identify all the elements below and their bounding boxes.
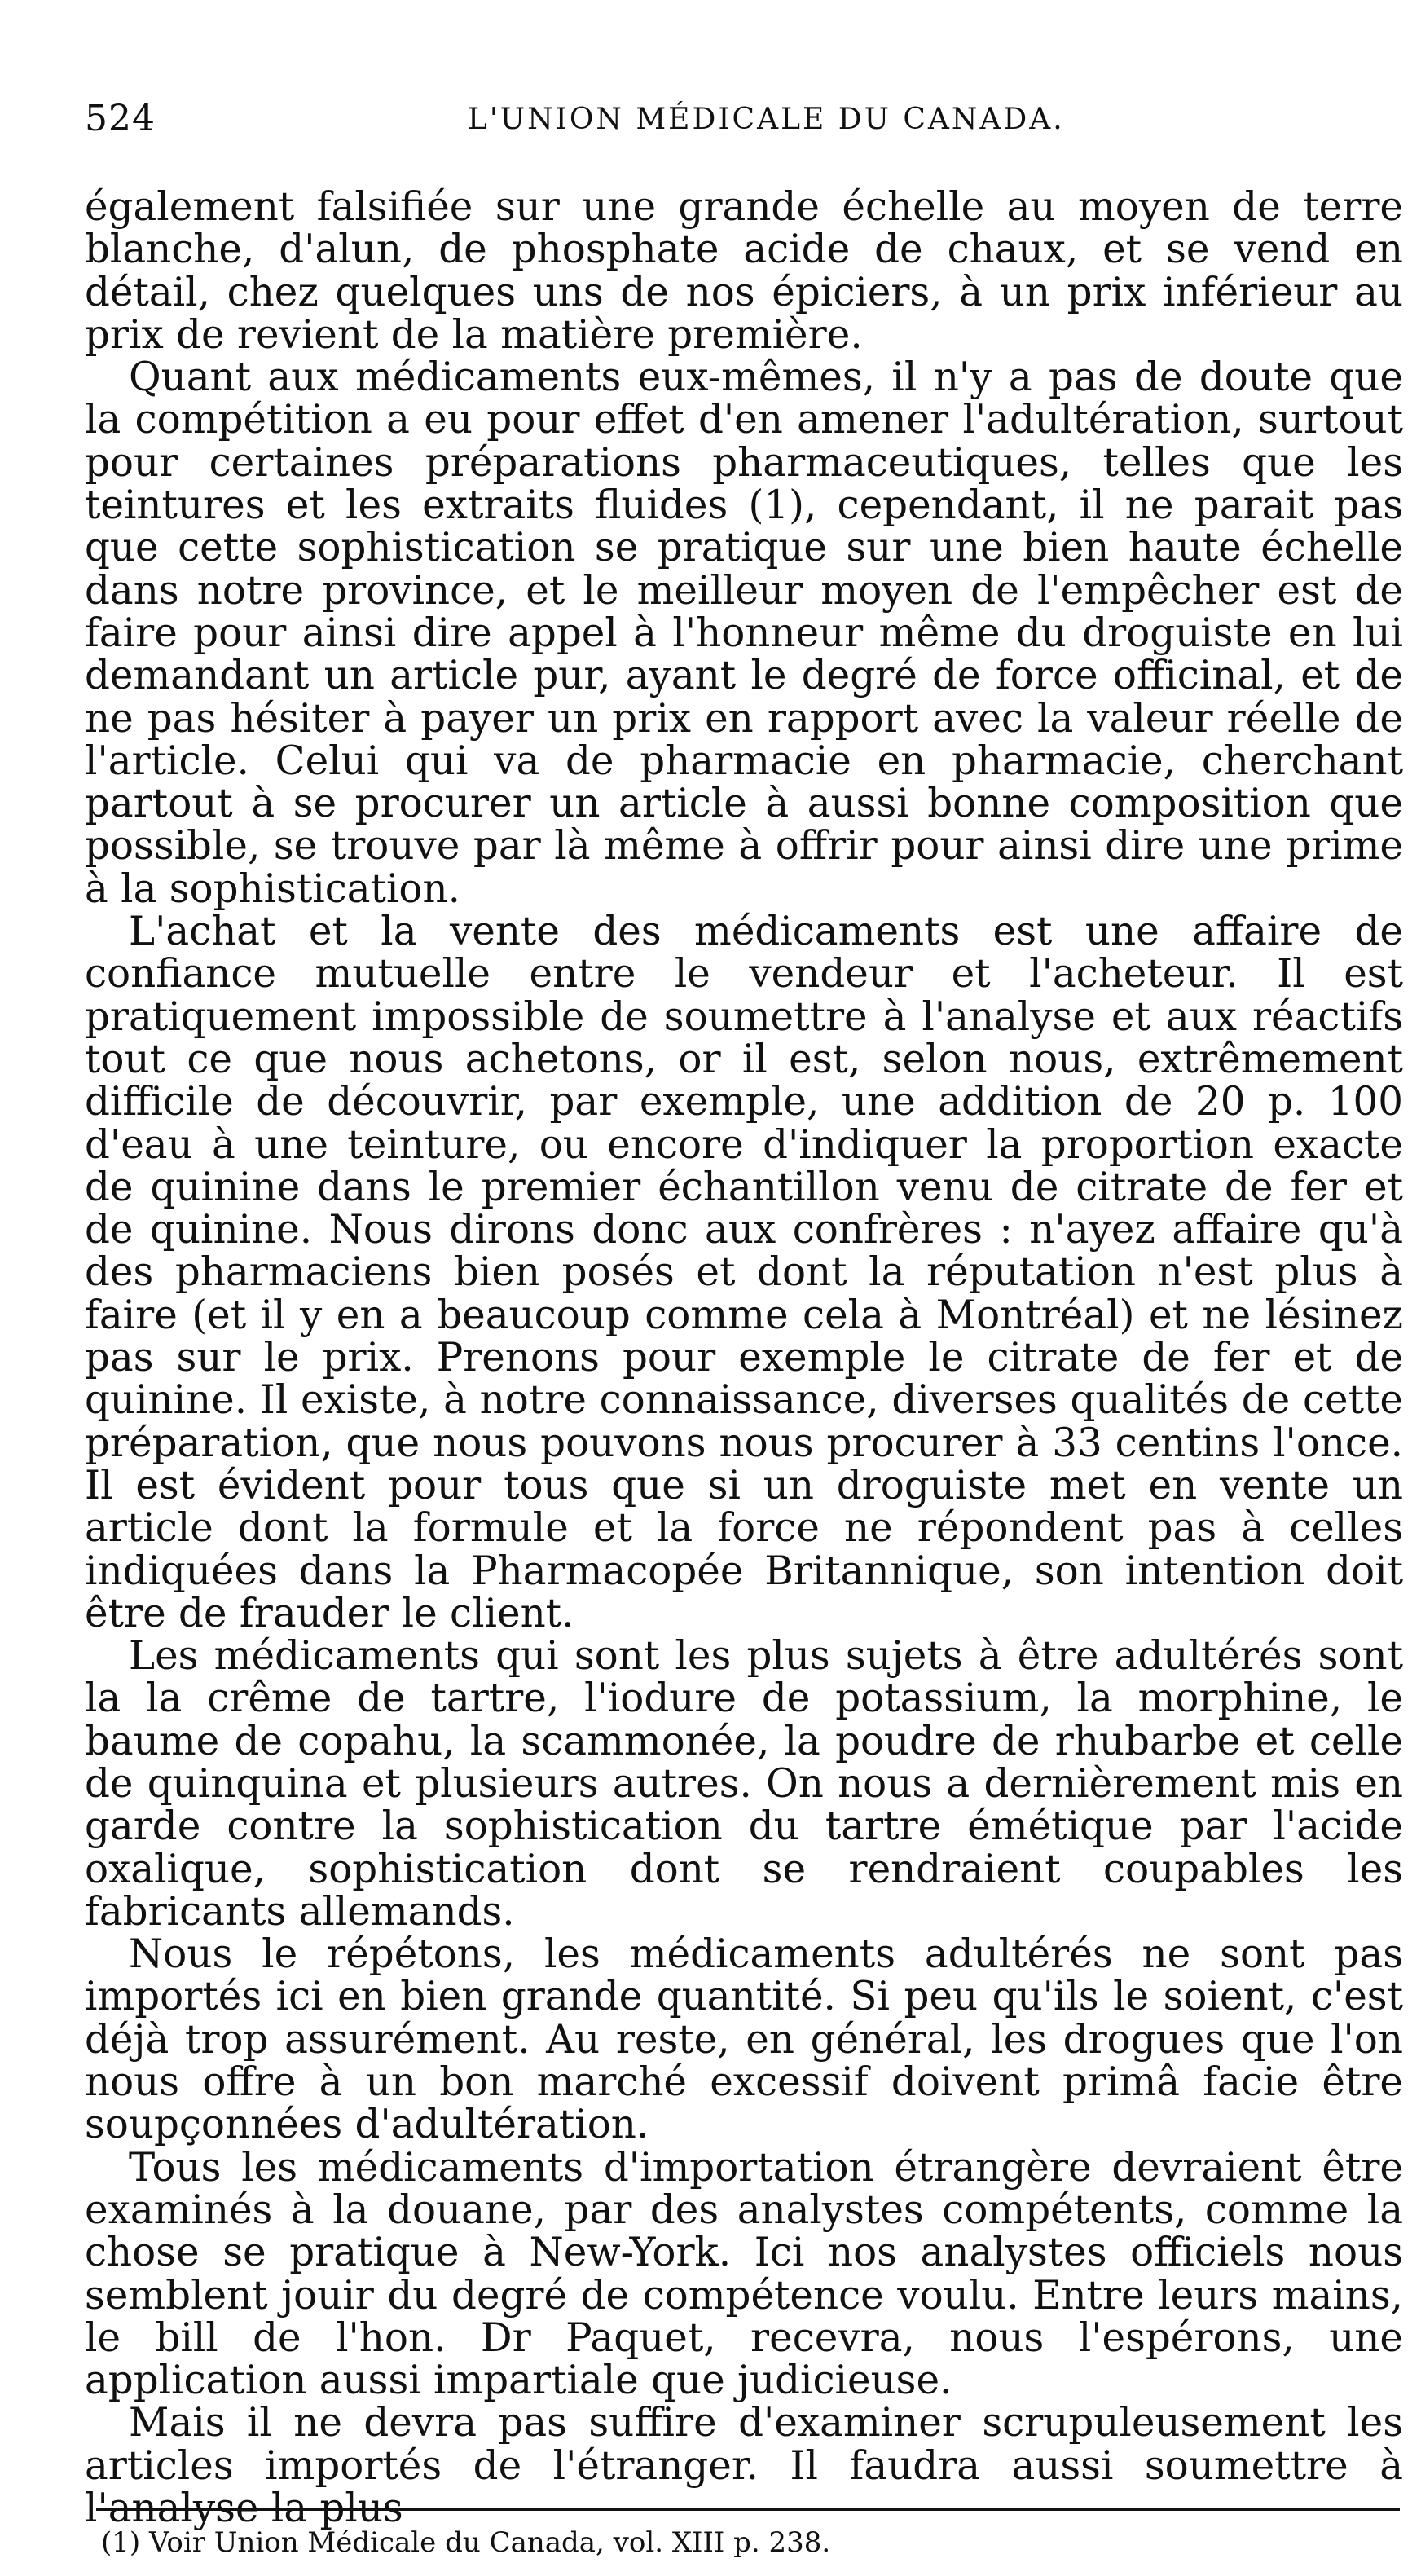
page-number: 524 <box>85 98 156 139</box>
footnote-rule <box>96 2508 1400 2511</box>
article-body <box>85 186 1403 2530</box>
footnote: (1) Voir Union Médicale du Canada, vol. XIII p. 238. <box>101 2526 831 2559</box>
running-title: L'UNION MÉDICALE DU CANADA. <box>468 103 1065 136</box>
paragraph-7: Mais il ne devra pas suffire d'examiner scrupuleusement les articles importés de l'étranger. Il faudra aussi soumettre à l'analyse la plus <box>85 2400 1403 2532</box>
paragraph-1: également falsifiée sur une grande échelle au moyen de terre blanche, d'alun, de phosphate acide de chaux, et se vend en détail, chez quelques uns de nos épiciers, à un prix inférieur au prix de revient de la matière première. <box>85 184 1403 358</box>
paragraph-4: Les médicaments qui sont les plus sujets à être adultérés sont la la crême de tartre, l'iodure de potassium, la morphine, le baume de copahu, la scammonée, la poudre de rhubarbe et celle de quinquina et plusieurs autres. On nous a dernièrement mis en garde contre la sophistication du tartre émétique par l'acide oxalique, sophistication dont se rendraient coupables les fabricants allemands. <box>85 1633 1403 1935</box>
paragraph-6: Tous les médicaments d'importation étrangère devraient être examinés à la douane, par des analystes compétents, comme la chose se pratique à New-York. Ici nos analystes officiels nous semblent jouir du degré de compétence voulu. Entre leurs mains, le bill de l'hon. Dr Paquet, recevra, nous l'espérons, une application aussi impartiale que judicieuse. <box>85 2144 1403 2404</box>
paragraph-5: Nous le répétons, les médicaments adultérés ne sont pas importés ici en bien grande quantité. Si peu qu'ils le soient, c'est déjà trop assurément. Au reste, en général, les drogues que l'on nous offre à un bon marché excessif doivent primâ facie être soupçonnées d'adultération. <box>85 1931 1403 2148</box>
page-header <box>85 98 1421 155</box>
paragraph-3: L'achat et la vente des médicaments est une affaire de confiance mutuelle entre le vendeur et l'acheteur. Il est pratiquement impossible de soumettre à l'analyse et aux réactifs tout ce que nous achetons, or il est, selon nous, extrêmement difficile de découvrir, par exemple, une addition de 20 p. 100 d'eau à une teinture, ou encore d'indiquer la proportion exacte de quinine dans le premier échantillon venu de citrate de fer et de quinine. Nous dirons donc aux confrères : n'ayez affaire qu'à des pharmaciens bien posés et dont la réputation n'est plus à faire (et il y en a beaucoup comme cela à Montréal) et ne lésinez pas sur le prix. Prenons pour exemple le citrate de fer et de quinine. Il existe, à notre connaissance, diverses qualités de cette préparation, que nous pouvons nous procurer à 33 centins l'once. Il est évident pour tous que si un droguiste met en vente un article dont la formule et la force ne répondent pas à celles indiquées dans la Pharmacopée Britannique, son intention doit être de frauder le client. <box>85 909 1403 1636</box>
paragraph-2: Quant aux médicaments eux-mêmes, il n'y a pas de doute que la compétition a eu pour effet d'en amener l'adultération, surtout pour certaines préparations pharmaceutiques, telles que les teintures et les extraits fluides (1), cependant, il ne parait pas que cette sophistication se pratique sur une bien haute échelle dans notre province, et le meilleur moyen de l'empêcher est de faire pour ainsi dire appel à l'honneur même du droguiste en lui demandant un article pur, ayant le degré de force officinal, et de ne pas hésiter à payer un prix en rapport avec la valeur réelle de l'article. Celui qui va de pharmacie en pharmacie, cherchant partout à se procurer un article à aussi bonne composition que possible, se trouve par là même à offrir pour ainsi dire une prime à la sophistication. <box>85 354 1403 912</box>
